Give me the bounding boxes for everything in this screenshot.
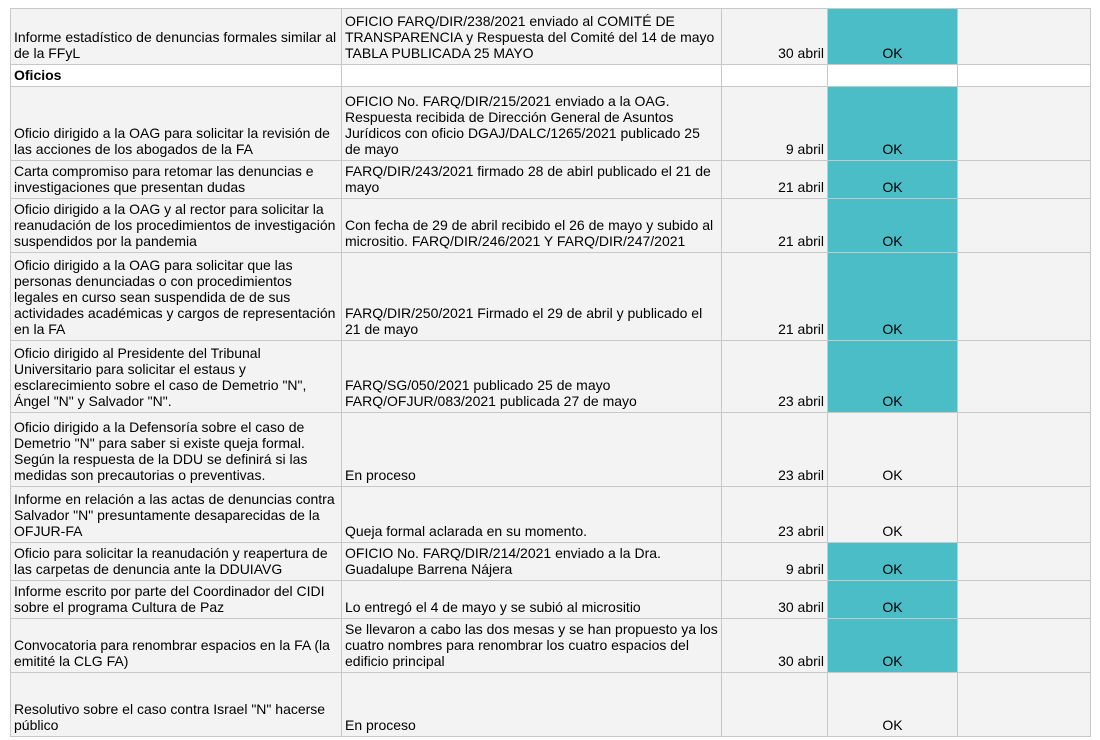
date-cell[interactable]: 23 abril [722, 487, 828, 543]
table-row [11, 341, 1091, 413]
empty-cell[interactable] [342, 65, 722, 87]
description-cell[interactable]: Informe en relación a las actas de denuncias contra Salvador "N" presuntamente desaparecidas de la OFJUR-FA [11, 487, 342, 543]
empty-cell[interactable] [828, 65, 958, 87]
date-cell[interactable]: 30 abril [722, 581, 828, 619]
status-cell[interactable]: OK [828, 543, 958, 581]
status-cell[interactable]: OK [828, 161, 958, 199]
flag-cell[interactable] [958, 673, 1091, 737]
date-cell[interactable]: 9 abril [722, 543, 828, 581]
table-row [11, 619, 1091, 673]
status-cell[interactable]: OK [828, 413, 958, 487]
flag-cell[interactable] [958, 619, 1091, 673]
date-cell[interactable]: 30 abril [722, 9, 828, 65]
detail-cell[interactable]: En proceso [342, 673, 722, 737]
flag-cell[interactable] [958, 487, 1091, 543]
flag-cell[interactable] [958, 199, 1091, 253]
description-cell[interactable]: Oficio dirigido a la OAG para solicitar la revisión de las acciones de los abogados de la FA [11, 87, 342, 161]
empty-cell[interactable] [722, 65, 828, 87]
status-cell[interactable]: OK [828, 199, 958, 253]
flag-cell[interactable] [958, 581, 1091, 619]
table-row [11, 87, 1091, 161]
section-header-row [11, 65, 1091, 87]
table-row [11, 413, 1091, 487]
flag-cell[interactable] [958, 253, 1091, 341]
detail-cell[interactable]: OFICIO FARQ/DIR/238/2021 enviado al COMITÉ DE TRANSPARENCIA y Respuesta del Comité del 14 de mayo TABLA PUBLICADA 25 MAYO [342, 9, 722, 65]
detail-cell[interactable]: Queja formal aclarada en su momento. [342, 487, 722, 543]
description-cell[interactable]: Resolutivo sobre el caso contra Israel "N" hacerse público [11, 673, 342, 737]
date-cell[interactable]: 21 abril [722, 161, 828, 199]
flag-cell[interactable] [958, 341, 1091, 413]
detail-cell[interactable]: FARQ/SG/050/2021 publicado 25 de mayo FARQ/OFJUR/083/2021 publicada 27 de mayo [342, 341, 722, 413]
table-row [11, 9, 1091, 65]
description-cell[interactable]: Oficio dirigido a la OAG y al rector para solicitar la reanudación de los procedimientos de investigación suspendidos por la pandemia [11, 199, 342, 253]
flag-cell[interactable] [958, 9, 1091, 65]
flag-cell[interactable] [958, 413, 1091, 487]
date-cell[interactable]: 23 abril [722, 341, 828, 413]
status-cell[interactable]: OK [828, 619, 958, 673]
section-title[interactable]: Oficios [11, 65, 342, 87]
date-cell[interactable]: 9 abril [722, 87, 828, 161]
date-cell[interactable]: 30 abril [722, 619, 828, 673]
description-cell[interactable]: Oficio dirigido a la OAG para solicitar que las personas denunciadas o con procedimientos legales en curso sean suspendida de de sus actividades académicas y cargos de representación en la FA [11, 253, 342, 341]
status-cell[interactable]: OK [828, 673, 958, 737]
description-cell[interactable]: Oficio dirigido al Presidente del Tribunal Universitario para solicitar el estaus y esclarecimiento sobre el caso de Demetrio "N", Ángel "N" y Salvador "N". [11, 341, 342, 413]
description-cell[interactable]: Informe escrito por parte del Coordinador del CIDI sobre el programa Cultura de Paz [11, 581, 342, 619]
description-cell[interactable]: Carta compromiso para retomar las denuncias e investigaciones que presentan dudas [11, 161, 342, 199]
table-row [11, 673, 1091, 737]
detail-cell[interactable]: Se llevaron a cabo las dos mesas y se han propuesto ya los cuatro nombres para renombrar los cuatro espacios del edificio principal [342, 619, 722, 673]
description-cell[interactable]: Informe estadístico de denuncias formales similar al de la FFyL [11, 9, 342, 65]
detail-cell[interactable]: OFICIO No. FARQ/DIR/215/2021 enviado a la OAG. Respuesta recibida de Dirección General de Asuntos Jurídicos con oficio DGAJ/DALC/1265/2021 publicado 25 de mayo [342, 87, 722, 161]
description-cell[interactable]: Convocatoria para renombrar espacios en la FA (la emitité la CLG FA) [11, 619, 342, 673]
detail-cell[interactable]: En proceso [342, 413, 722, 487]
description-cell[interactable]: Oficio para solicitar la reanudación y reapertura de las carpetas de denuncia ante la DDUIAVG [11, 543, 342, 581]
flag-cell[interactable] [958, 543, 1091, 581]
status-cell[interactable]: OK [828, 487, 958, 543]
date-cell[interactable]: 21 abril [722, 199, 828, 253]
date-cell[interactable] [722, 673, 828, 737]
flag-cell[interactable] [958, 161, 1091, 199]
flag-cell[interactable] [958, 87, 1091, 161]
status-cell[interactable]: OK [828, 253, 958, 341]
date-cell[interactable]: 21 abril [722, 253, 828, 341]
spreadsheet-table [10, 8, 1091, 737]
date-cell[interactable]: 23 abril [722, 413, 828, 487]
status-cell[interactable]: OK [828, 9, 958, 65]
table-row [11, 199, 1091, 253]
empty-cell[interactable] [958, 65, 1091, 87]
status-cell[interactable]: OK [828, 87, 958, 161]
table-row [11, 543, 1091, 581]
detail-cell[interactable]: OFICIO No. FARQ/DIR/214/2021 enviado a la Dra. Guadalupe Barrena Nájera [342, 543, 722, 581]
detail-cell[interactable]: Lo entregó el 4 de mayo y se subió al micrositio [342, 581, 722, 619]
status-cell[interactable]: OK [828, 581, 958, 619]
table-row [11, 487, 1091, 543]
detail-cell[interactable]: FARQ/DIR/250/2021 Firmado el 29 de abril y publicado el 21 de mayo [342, 253, 722, 341]
status-cell[interactable]: OK [828, 341, 958, 413]
spreadsheet-body [11, 9, 1091, 737]
table-row [11, 253, 1091, 341]
detail-cell[interactable]: FARQ/DIR/243/2021 firmado 28 de abirl publicado el 21 de mayo [342, 161, 722, 199]
description-cell[interactable]: Oficio dirigido a la Defensoría sobre el caso de Demetrio "N" para saber si existe queja formal. Según la respuesta de la DDU se definirá si las medidas son precautorias o preventivas. [11, 413, 342, 487]
detail-cell[interactable]: Con fecha de 29 de abril recibido el 26 de mayo y subido al micrositio. FARQ/DIR/246/2021 Y FARQ/DIR/247/2021 [342, 199, 722, 253]
table-row [11, 161, 1091, 199]
table-row [11, 581, 1091, 619]
